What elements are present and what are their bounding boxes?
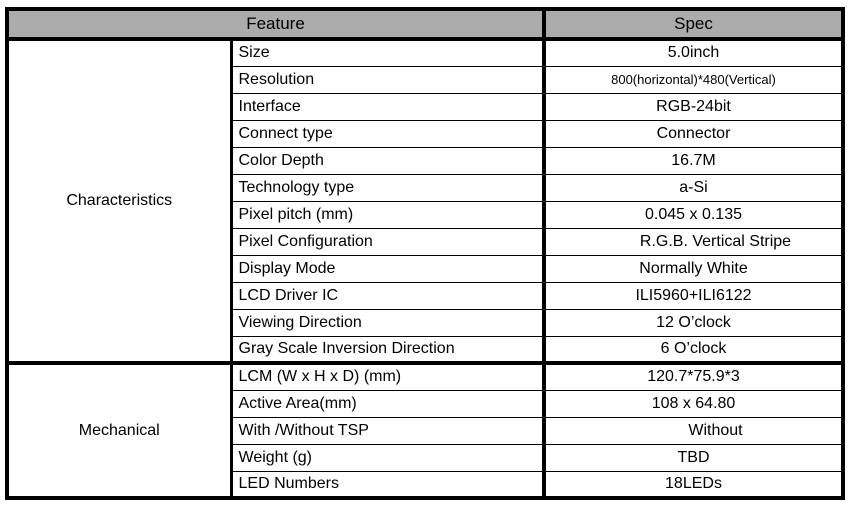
spec-cell: 120.7*75.9*3 — [544, 363, 843, 390]
feature-cell: Viewing Direction — [231, 309, 544, 336]
header-row — [7, 9, 843, 39]
spec-cell: 5.0inch — [544, 39, 843, 66]
feature-cell: Size — [231, 39, 544, 66]
feature-cell: With /Without TSP — [231, 417, 544, 444]
feature-cell: Resolution — [231, 66, 544, 93]
feature-column-header: Feature — [7, 9, 544, 39]
spec-cell: Normally White — [544, 255, 843, 282]
feature-cell: Weight (g) — [231, 444, 544, 471]
spec-cell: 800(horizontal)*480(Vertical) — [544, 66, 843, 93]
table-row — [7, 363, 843, 390]
table-row — [7, 39, 843, 66]
spec-cell: 18LEDs — [544, 471, 843, 498]
spec-cell: Without — [544, 417, 843, 444]
feature-cell: Interface — [231, 93, 544, 120]
feature-cell: Pixel Configuration — [231, 228, 544, 255]
spec-cell: 108 x 64.80 — [544, 390, 843, 417]
category-cell: Mechanical — [7, 363, 231, 498]
spec-cell: TBD — [544, 444, 843, 471]
spec-cell: 6 O’clock — [544, 336, 843, 363]
spec-cell: ILI5960+ILI6122 — [544, 282, 843, 309]
feature-cell: Gray Scale Inversion Direction — [231, 336, 544, 363]
spec-cell: Connector — [544, 120, 843, 147]
feature-cell: Color Depth — [231, 147, 544, 174]
feature-cell: LCD Driver IC — [231, 282, 544, 309]
spec-cell: a-Si — [544, 174, 843, 201]
spec-cell: R.G.B. Vertical Stripe — [544, 228, 843, 255]
feature-cell: Active Area(mm) — [231, 390, 544, 417]
feature-cell: LCM (W x H x D) (mm) — [231, 363, 544, 390]
feature-cell: Pixel pitch (mm) — [231, 201, 544, 228]
spec-cell: 16.7M — [544, 147, 843, 174]
feature-cell: LED Numbers — [231, 471, 544, 498]
spec-column-header: Spec — [544, 9, 843, 39]
spec-cell: RGB-24bit — [544, 93, 843, 120]
feature-cell: Display Mode — [231, 255, 544, 282]
lcd-spec-table — [5, 7, 845, 500]
spec-cell: 12 O’clock — [544, 309, 843, 336]
spec-cell: 0.045 x 0.135 — [544, 201, 843, 228]
feature-cell: Technology type — [231, 174, 544, 201]
feature-cell: Connect type — [231, 120, 544, 147]
category-cell: Characteristics — [7, 39, 231, 363]
